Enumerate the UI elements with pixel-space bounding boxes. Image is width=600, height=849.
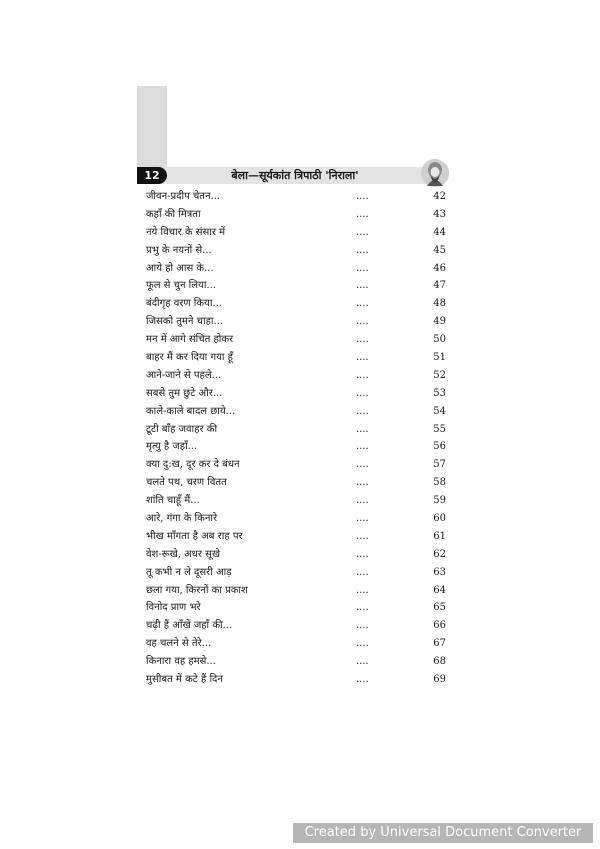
toc-entry-title: आरे, गंगा के किनारे: [146, 513, 218, 525]
toc-page-number: 63: [433, 566, 446, 578]
toc-leader-dots: ....: [356, 405, 369, 417]
toc-leader-dots: ....: [356, 208, 369, 220]
toc-page-number: 66: [433, 620, 446, 632]
toc-entry-title: मन में आगे संचित होकर: [146, 334, 234, 346]
running-title: बेला—सूर्यकांत त्रिपाठी 'निराला': [231, 169, 359, 182]
toc-page-number: 47: [433, 280, 446, 292]
toc-leader-dots: ....: [356, 638, 369, 650]
toc-entry-title: भीख माँगता है अब राह पर: [146, 530, 243, 542]
toc-leader-dots: ....: [356, 602, 369, 614]
toc-page-number: 53: [433, 387, 446, 399]
toc-row: [146, 546, 446, 564]
toc-row: [146, 349, 446, 367]
toc-leader-dots: ....: [356, 530, 369, 542]
toc-row: [146, 260, 446, 278]
toc-page-number: 67: [433, 638, 446, 650]
toc-entry-title: मुसीबत में कटे हैं दिन: [146, 674, 223, 686]
toc-page-number: 69: [433, 674, 446, 686]
toc-entry-title: फूल से चुन लिया...: [146, 280, 216, 292]
toc-leader-dots: ....: [356, 620, 369, 632]
toc-entry-title: टूटी बाँह जवाहर की: [146, 423, 218, 435]
toc-entry-title: वेश-रूखे, अधर सूखे: [146, 548, 221, 560]
toc-page-number: 44: [433, 226, 446, 238]
toc-page-number: 62: [433, 548, 446, 560]
toc-page-number: 56: [433, 441, 446, 453]
toc-row: [146, 331, 446, 349]
toc-row: [146, 295, 446, 313]
toc-row: [146, 385, 446, 403]
toc-page-number: 46: [433, 262, 446, 274]
toc-entry-title: छला गया, किरनों का प्रकाश: [146, 584, 248, 596]
toc-leader-dots: ....: [356, 262, 369, 274]
toc-leader-dots: ....: [356, 548, 369, 560]
toc-entry-title: जीवन-प्रदीप चेतन...: [146, 191, 221, 202]
toc-row: [146, 313, 446, 331]
toc-page-number: 68: [433, 656, 446, 668]
toc-row: [146, 438, 446, 456]
toc-entry-title: आये हो आस के...: [146, 262, 214, 274]
toc-page-number: 45: [433, 244, 446, 256]
toc-leader-dots: ....: [356, 316, 369, 328]
toc-leader-dots: ....: [356, 441, 369, 453]
toc-leader-dots: ....: [356, 387, 369, 399]
toc-row: [146, 635, 446, 653]
page-number: 12: [137, 167, 167, 184]
toc-row: [146, 277, 446, 295]
toc-page-number: 61: [433, 530, 446, 542]
toc-leader-dots: ....: [356, 459, 369, 471]
toc-entry-title: विनोद प्राण भरे: [146, 602, 201, 614]
toc-row: [146, 403, 446, 421]
toc-leader-dots: ....: [356, 334, 369, 346]
toc-row: [146, 617, 446, 635]
toc-row: [146, 206, 446, 224]
toc-row: [146, 653, 446, 671]
toc-row: [146, 510, 446, 528]
toc-leader-dots: ....: [356, 352, 369, 364]
toc-page-number: 51: [433, 352, 446, 364]
table-of-contents: [146, 188, 446, 689]
toc-row: [146, 582, 446, 600]
toc-row: [146, 421, 446, 439]
toc-leader-dots: ....: [356, 244, 369, 256]
toc-row: [146, 242, 446, 260]
toc-row: [146, 367, 446, 385]
watermark: Created by Universal Document Converter: [293, 823, 593, 843]
toc-entry-title: वह चलने से तेरे...: [146, 638, 212, 650]
toc-page-number: 50: [433, 334, 446, 346]
toc-page-number: 55: [433, 423, 446, 435]
toc-leader-dots: ....: [356, 584, 369, 596]
toc-entry-title: कहाँ की मित्रता: [146, 208, 201, 220]
author-portrait-icon: [420, 158, 450, 188]
toc-leader-dots: ....: [356, 280, 369, 292]
toc-entry-title: सबसे तुम छुटे और...: [146, 387, 223, 399]
toc-page-number: 42: [433, 191, 446, 202]
toc-entry-title: क्या दु:ख, दूर कर दे बंधन: [146, 459, 240, 471]
toc-page-number: 58: [433, 477, 446, 489]
toc-leader-dots: ....: [356, 298, 369, 310]
toc-entry-title: तू कभी न ले दूसरी आड़: [146, 566, 232, 578]
toc-row: [146, 528, 446, 546]
toc-leader-dots: ....: [356, 513, 369, 525]
toc-page-number: 64: [433, 584, 446, 596]
toc-leader-dots: ....: [356, 226, 369, 238]
toc-page-number: 43: [433, 208, 446, 220]
toc-row: [146, 671, 446, 689]
toc-leader-dots: ....: [356, 477, 369, 489]
toc-row: [146, 492, 446, 510]
toc-page-number: 48: [433, 298, 446, 310]
toc-entry-title: मृत्यु है जहाँ...: [146, 441, 198, 453]
toc-page-number: 65: [433, 602, 446, 614]
toc-row: [146, 599, 446, 617]
toc-page-number: 57: [433, 459, 446, 471]
toc-leader-dots: ....: [356, 566, 369, 578]
toc-leader-dots: ....: [356, 495, 369, 507]
toc-row: [146, 188, 446, 206]
toc-row: [146, 224, 446, 242]
toc-leader-dots: ....: [356, 191, 369, 202]
toc-row: [146, 456, 446, 474]
toc-entry-title: नये विचार के संसार में: [146, 226, 226, 238]
toc-page-number: 49: [433, 316, 446, 328]
side-tab: [137, 86, 167, 168]
toc-entry-title: आने-जाने से पहले...: [146, 369, 222, 381]
toc-entry-title: प्रभु के नयनों से...: [146, 244, 212, 256]
toc-entry-title: चलते पथ, चरण वितत: [146, 477, 227, 489]
toc-entry-title: चढ़ी हैं आँखें जहाँ की...: [146, 620, 233, 632]
toc-leader-dots: ....: [356, 656, 369, 668]
toc-leader-dots: ....: [356, 369, 369, 381]
toc-leader-dots: ....: [356, 674, 369, 686]
toc-entry-title: शांति चाहूँ मैं...: [146, 495, 200, 507]
toc-page-number: 60: [433, 513, 446, 525]
toc-entry-title: बाहर मैं कर दिया गया हूँ: [146, 352, 233, 364]
toc-page-number: 54: [433, 405, 446, 417]
toc-entry-title: बंदीगृह वरण किया...: [146, 298, 222, 310]
toc-entry-title: जिसको तुमने चाहा...: [146, 316, 224, 328]
toc-row: [146, 474, 446, 492]
toc-entry-title: काले-काले बादल छाये...: [146, 405, 236, 417]
toc-page-number: 59: [433, 495, 446, 507]
toc-page-number: 52: [433, 369, 446, 381]
toc-leader-dots: ....: [356, 423, 369, 435]
toc-entry-title: किनारा वह हमसे...: [146, 656, 216, 668]
toc-row: [146, 564, 446, 582]
